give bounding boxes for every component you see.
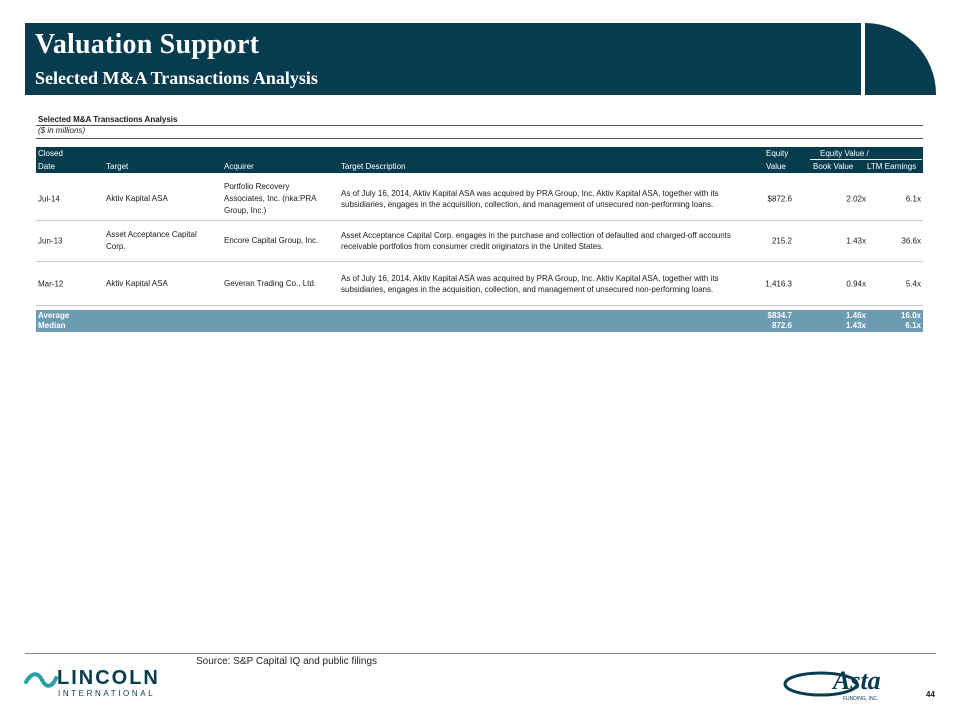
cell-date: Mar-12 (38, 279, 64, 289)
summary-average-label: Average (38, 311, 70, 320)
header-group-underline (810, 159, 922, 160)
summary-median-ltm-earnings: 6.1x (905, 321, 921, 330)
cell-acquirer: Geveran Trading Co., Ltd. (224, 279, 317, 288)
cell-book-value: 0.94x (846, 279, 866, 289)
table-row (36, 223, 923, 258)
row-separator (36, 261, 923, 262)
summary-average-ltm-earnings: 16.0x (900, 311, 921, 320)
table-title-rule (36, 125, 923, 126)
cell-description: As of July 16, 2014, Aktiv Kapital ASA was acquired by PRA Group, Inc. Aktiv Kapital ASA, together with its subsidiaries, engages in the acquisition, collection, and management of unsecured non-performing loans. (341, 274, 719, 294)
cell-description: Asset Acceptance Capital Corp. engages in the purchase and collection of defaulted and charged-off accounts receivable portfolios from consumer credit originators in the United States. (341, 230, 731, 251)
header-ltm-earnings: LTM Earnings (867, 162, 917, 171)
table-title: Selected M&A Transactions Analysis (38, 115, 178, 124)
row-separator (36, 220, 923, 221)
asta-funding-logo (783, 662, 893, 704)
table-header (36, 147, 923, 173)
summary-median-label: Median (38, 321, 66, 330)
summary-average-book-value: 1.46x (845, 311, 866, 320)
svg-text:Asta: Asta (833, 666, 881, 695)
header-date: Date (38, 162, 55, 171)
table-row (36, 180, 923, 218)
cell-date: Jul-14 (38, 194, 60, 204)
lincoln-logo-sub: INTERNATIONAL (58, 689, 156, 698)
cell-description: As of July 16, 2014, Aktiv Kapital ASA was acquired by PRA Group, Inc. Aktiv Kapital ASA, together with its subsidiaries, engages in the acquisition, collection, and management of unsecured non-performing loans. (341, 189, 719, 209)
table-row (36, 266, 923, 302)
header-target: Target (106, 162, 129, 171)
svg-text:FUNDING, INC.: FUNDING, INC. (843, 696, 879, 702)
footer-rule (25, 653, 936, 654)
cell-equity-value: $872.6 (767, 194, 792, 204)
header-acquirer: Acquirer (224, 162, 254, 171)
cell-acquirer: Encore Capital Group, Inc. (224, 235, 319, 245)
cell-ltm-earnings: 36.6x (901, 236, 921, 245)
cell-target: Asset Acceptance Capital Corp. (106, 229, 197, 251)
row-separator (36, 305, 923, 306)
header-closed: Closed (38, 149, 63, 158)
page-number: 44 (926, 690, 935, 699)
cell-target: Aktiv Kapital ASA (106, 279, 168, 288)
table-units: ($ in millions) (38, 126, 86, 135)
cell-book-value: 2.02x (846, 194, 866, 204)
cell-equity-value: 215.2 (771, 236, 792, 245)
cell-acquirer: Portfolio Recovery Associates, Inc. (nka:PRA Group, Inc.) (224, 182, 317, 215)
summary-median-book-value: 1.43x (845, 321, 866, 330)
summary-median-equity-value: 872.6 (771, 321, 792, 330)
cell-book-value: 1.43x (846, 236, 866, 245)
header-equity-value-over: Equity Value / (820, 149, 869, 158)
cell-equity-value: 1,416.3 (765, 279, 792, 289)
cell-ltm-earnings: 6.1x (905, 194, 921, 204)
table-units-rule (36, 138, 923, 139)
summary-average-equity-value: $834.7 (767, 311, 792, 320)
source-note: Source: S&P Capital IQ and public filings (196, 656, 378, 667)
header-corner-decoration (865, 23, 936, 95)
header-description: Target Description (341, 162, 406, 171)
page-subtitle: Selected M&A Transactions Analysis (35, 68, 318, 88)
header-value: Value (766, 162, 786, 171)
cell-ltm-earnings: 5.4x (905, 279, 921, 289)
header-equity: Equity (766, 149, 789, 158)
cell-date: Jun-13 (38, 236, 63, 245)
header-book-value: Book Value (813, 162, 854, 171)
cell-target: Aktiv Kapital ASA (106, 194, 168, 203)
lincoln-logo-word: LINCOLN (57, 667, 160, 689)
page-title: Valuation Support (35, 29, 260, 60)
summary-band (36, 310, 923, 332)
page-header (25, 23, 861, 95)
